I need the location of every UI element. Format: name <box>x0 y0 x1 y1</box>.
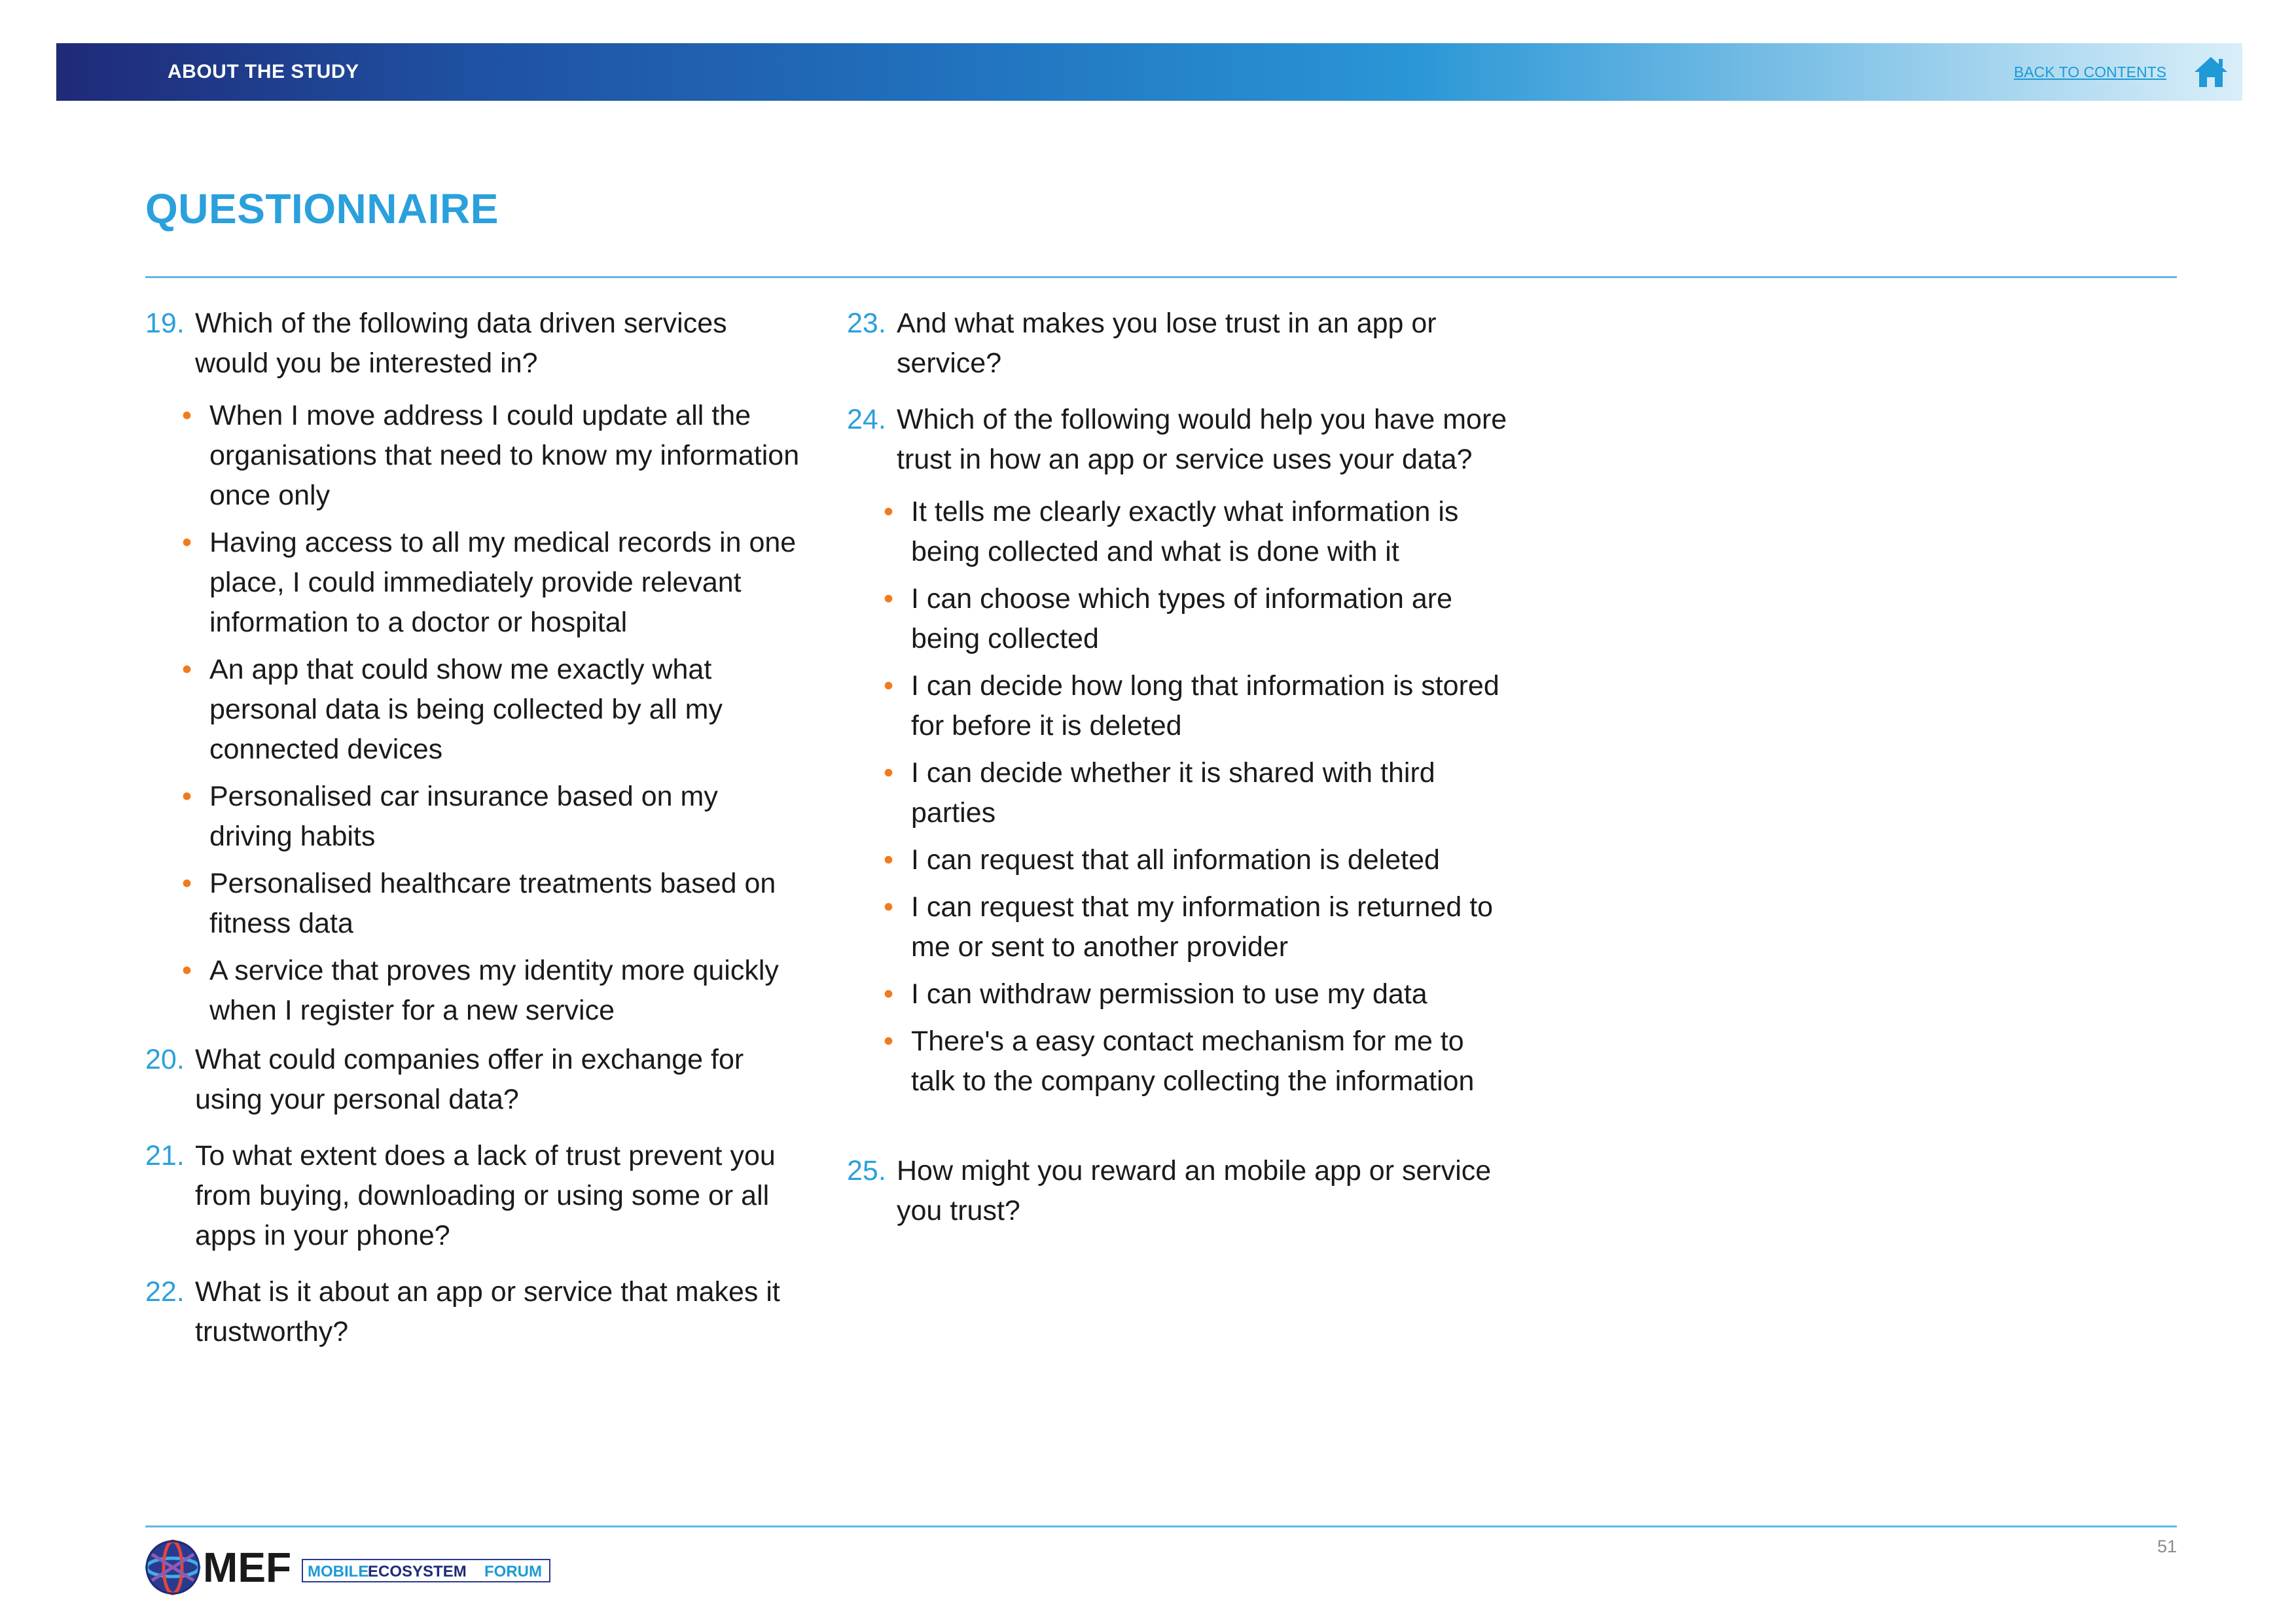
list-item: • A service that proves my identity more quickly when I register for a new service <box>145 951 806 1031</box>
section-title: ABOUT THE STUDY <box>168 61 359 82</box>
question-text: To what extent does a lack of trust prevent you from buying, downloading or using some or all apps in your phone? <box>195 1140 776 1251</box>
question-text: Which of the following data driven services would you be interested in? <box>195 308 727 379</box>
logo-tagline-mobile: MOBILE <box>308 1563 369 1580</box>
list-item: • When I move address I could update all the organisations that need to know my information once only <box>145 396 806 516</box>
spacer <box>847 1111 1508 1151</box>
list-item: • Personalised healthcare treatments based on fitness data <box>145 864 806 944</box>
question-number: 19. <box>145 308 185 339</box>
bullet-dot: • <box>884 583 894 615</box>
question-24-options <box>847 492 1508 1101</box>
list-item: • Having access to all my medical records in one place, I could immediately provide relevant information to a doctor or hospital <box>145 523 806 643</box>
question-number: 24. <box>847 404 886 435</box>
title-divider <box>145 276 2177 278</box>
list-item: • I can decide whether it is shared with third parties <box>847 753 1508 833</box>
list-item: • Personalised car insurance based on my driving habits <box>145 777 806 857</box>
question-number: 20. <box>145 1044 185 1075</box>
question-24 <box>847 400 1508 480</box>
bullet-dot: • <box>884 891 894 923</box>
logo-tagline-ecosystem: ECOSYSTEM <box>368 1563 467 1580</box>
logo-tagline-forum: FORUM <box>484 1563 542 1580</box>
list-item: • I can withdraw permission to use my data <box>847 974 1508 1014</box>
list-item: • I can request that my information is returned to me or sent to another provider <box>847 887 1508 967</box>
question-text: And what makes you lose trust in an app or service? <box>897 308 1437 379</box>
question-22 <box>145 1272 806 1352</box>
bullet-dot: • <box>884 670 894 702</box>
question-number: 21. <box>145 1140 185 1171</box>
question-text: How might you reward an mobile app or service you trust? <box>897 1155 1492 1226</box>
list-item: • I can choose which types of information are being collected <box>847 579 1508 659</box>
bullet-dot: • <box>884 757 894 789</box>
mef-logo <box>145 1535 551 1600</box>
left-column <box>145 304 806 1368</box>
question-text: Which of the following would help you have more trust in how an app or service uses your data? <box>897 404 1507 475</box>
bullet-dot: • <box>884 1026 894 1057</box>
header-bar <box>56 43 2242 101</box>
question-number: 22. <box>145 1276 185 1308</box>
footer-divider <box>145 1525 2177 1527</box>
question-25 <box>847 1151 1508 1231</box>
right-column <box>847 304 1508 1247</box>
bullet-dot: • <box>182 781 192 812</box>
question-text: What is it about an app or service that makes it trustworthy? <box>195 1276 780 1347</box>
question-text: What could companies offer in exchange for using your personal data? <box>195 1044 744 1115</box>
question-19 <box>145 304 806 383</box>
question-23 <box>847 304 1508 383</box>
bullet-dot: • <box>182 654 192 685</box>
question-number: 25. <box>847 1155 886 1186</box>
bullet-dot: • <box>884 978 894 1010</box>
list-item: • I can decide how long that information is stored for before it is deleted <box>847 666 1508 746</box>
back-to-contents-link[interactable]: BACK TO CONTENTS <box>2013 63 2166 80</box>
bullet-dot: • <box>884 844 894 876</box>
bullet-dot: • <box>182 527 192 558</box>
list-item: • There's a easy contact mechanism for me to talk to the company collecting the information <box>847 1022 1508 1101</box>
question-20 <box>145 1040 806 1120</box>
list-item: • It tells me clearly exactly what information is being collected and what is done with it <box>847 492 1508 572</box>
list-item: • I can request that all information is deleted <box>847 840 1508 880</box>
globe-logo-icon <box>147 1541 199 1594</box>
logo-wordmark: MEF <box>203 1544 292 1591</box>
page-title: QUESTIONNAIRE <box>145 185 499 232</box>
question-number: 23. <box>847 308 886 339</box>
question-21 <box>145 1136 806 1256</box>
page-number: 51 <box>2157 1537 2177 1556</box>
bullet-dot: • <box>884 496 894 527</box>
bullet-dot: • <box>182 955 192 986</box>
bullet-dot: • <box>182 868 192 899</box>
bullet-dot: • <box>182 400 192 431</box>
home-icon[interactable] <box>2193 55 2229 89</box>
list-item: • An app that could show me exactly what personal data is being collected by all my connected devices <box>145 650 806 770</box>
question-19-options <box>145 396 806 1031</box>
